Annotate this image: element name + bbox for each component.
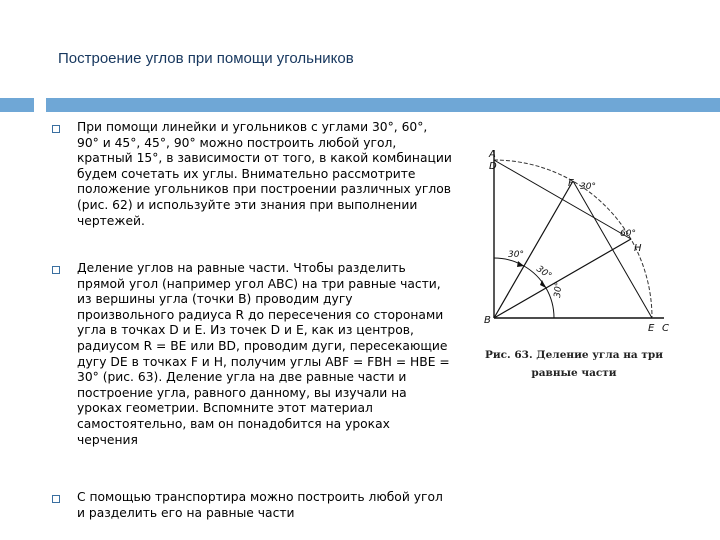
label-angle-left: 30° <box>508 250 524 260</box>
figure-caption-line: Рис. 63. Деление угла на три <box>484 349 664 361</box>
list-item <box>52 120 452 261</box>
figure-caption <box>474 346 674 382</box>
label-f: F <box>568 178 574 189</box>
arrowhead <box>517 261 524 267</box>
angle-division-figure <box>472 140 682 340</box>
square-bullet-icon <box>52 266 60 274</box>
label-b: B <box>484 315 491 326</box>
chord-dh <box>494 160 631 239</box>
label-d: D <box>489 161 497 172</box>
bullet-list <box>52 120 452 521</box>
label-angle-h: 60° <box>620 229 636 239</box>
list-item <box>52 490 452 521</box>
bullet-text: С помощью транспортира можно построить любой угол и разделить его на равные части <box>77 490 443 520</box>
figure-caption-line: равные части <box>531 367 617 379</box>
list-item <box>52 261 452 490</box>
label-angle-f: 30° <box>580 182 596 192</box>
accent-box <box>34 98 46 112</box>
label-angle-low: 30° <box>553 281 565 299</box>
accent-bar <box>0 98 720 112</box>
label-e: E <box>648 323 655 334</box>
bullet-text: Деление углов на равные части. Чтобы разделить прямой угол (например угол АВС) на три равные части, из вершины угла (точки В) проводим дугу произвольного радиуса R до пересечения со сторонами угла в точках D и Е. Из точек D и Е, как из центров, радиусом R = ВЕ или BD, проводим дуги, пересекающие дугу DE в точках F и Н, получим углы ABF = FBH = HBE = 30° (рис. 63). Деление угла на две равные части и построение угла, равного данному, вы изучали на уроках геометрии. Вспомните этот материал самостоятельно, вам он понадобится на уроках черчения <box>77 261 450 447</box>
label-angle-mid: 30° <box>534 264 554 282</box>
square-bullet-icon <box>52 495 60 503</box>
bullet-text: При помощи линейки и угольников с углами 30°, 60°, 90° и 45°, 45°, 90° можно построить любой угол, кратный 15°, в зависимости от того, в какой комбинации будем сочетать их углы. Внимательно рассмотрите положение угольников при построении различных углов (рис. 62) и используйте эти знания при выполнении чертежей. <box>77 120 452 228</box>
page-title: Построение углов при помощи угольников <box>58 50 354 67</box>
square-bullet-icon <box>52 125 60 133</box>
label-a: A <box>489 149 496 160</box>
label-c: C <box>662 323 669 334</box>
label-h: H <box>634 243 642 254</box>
